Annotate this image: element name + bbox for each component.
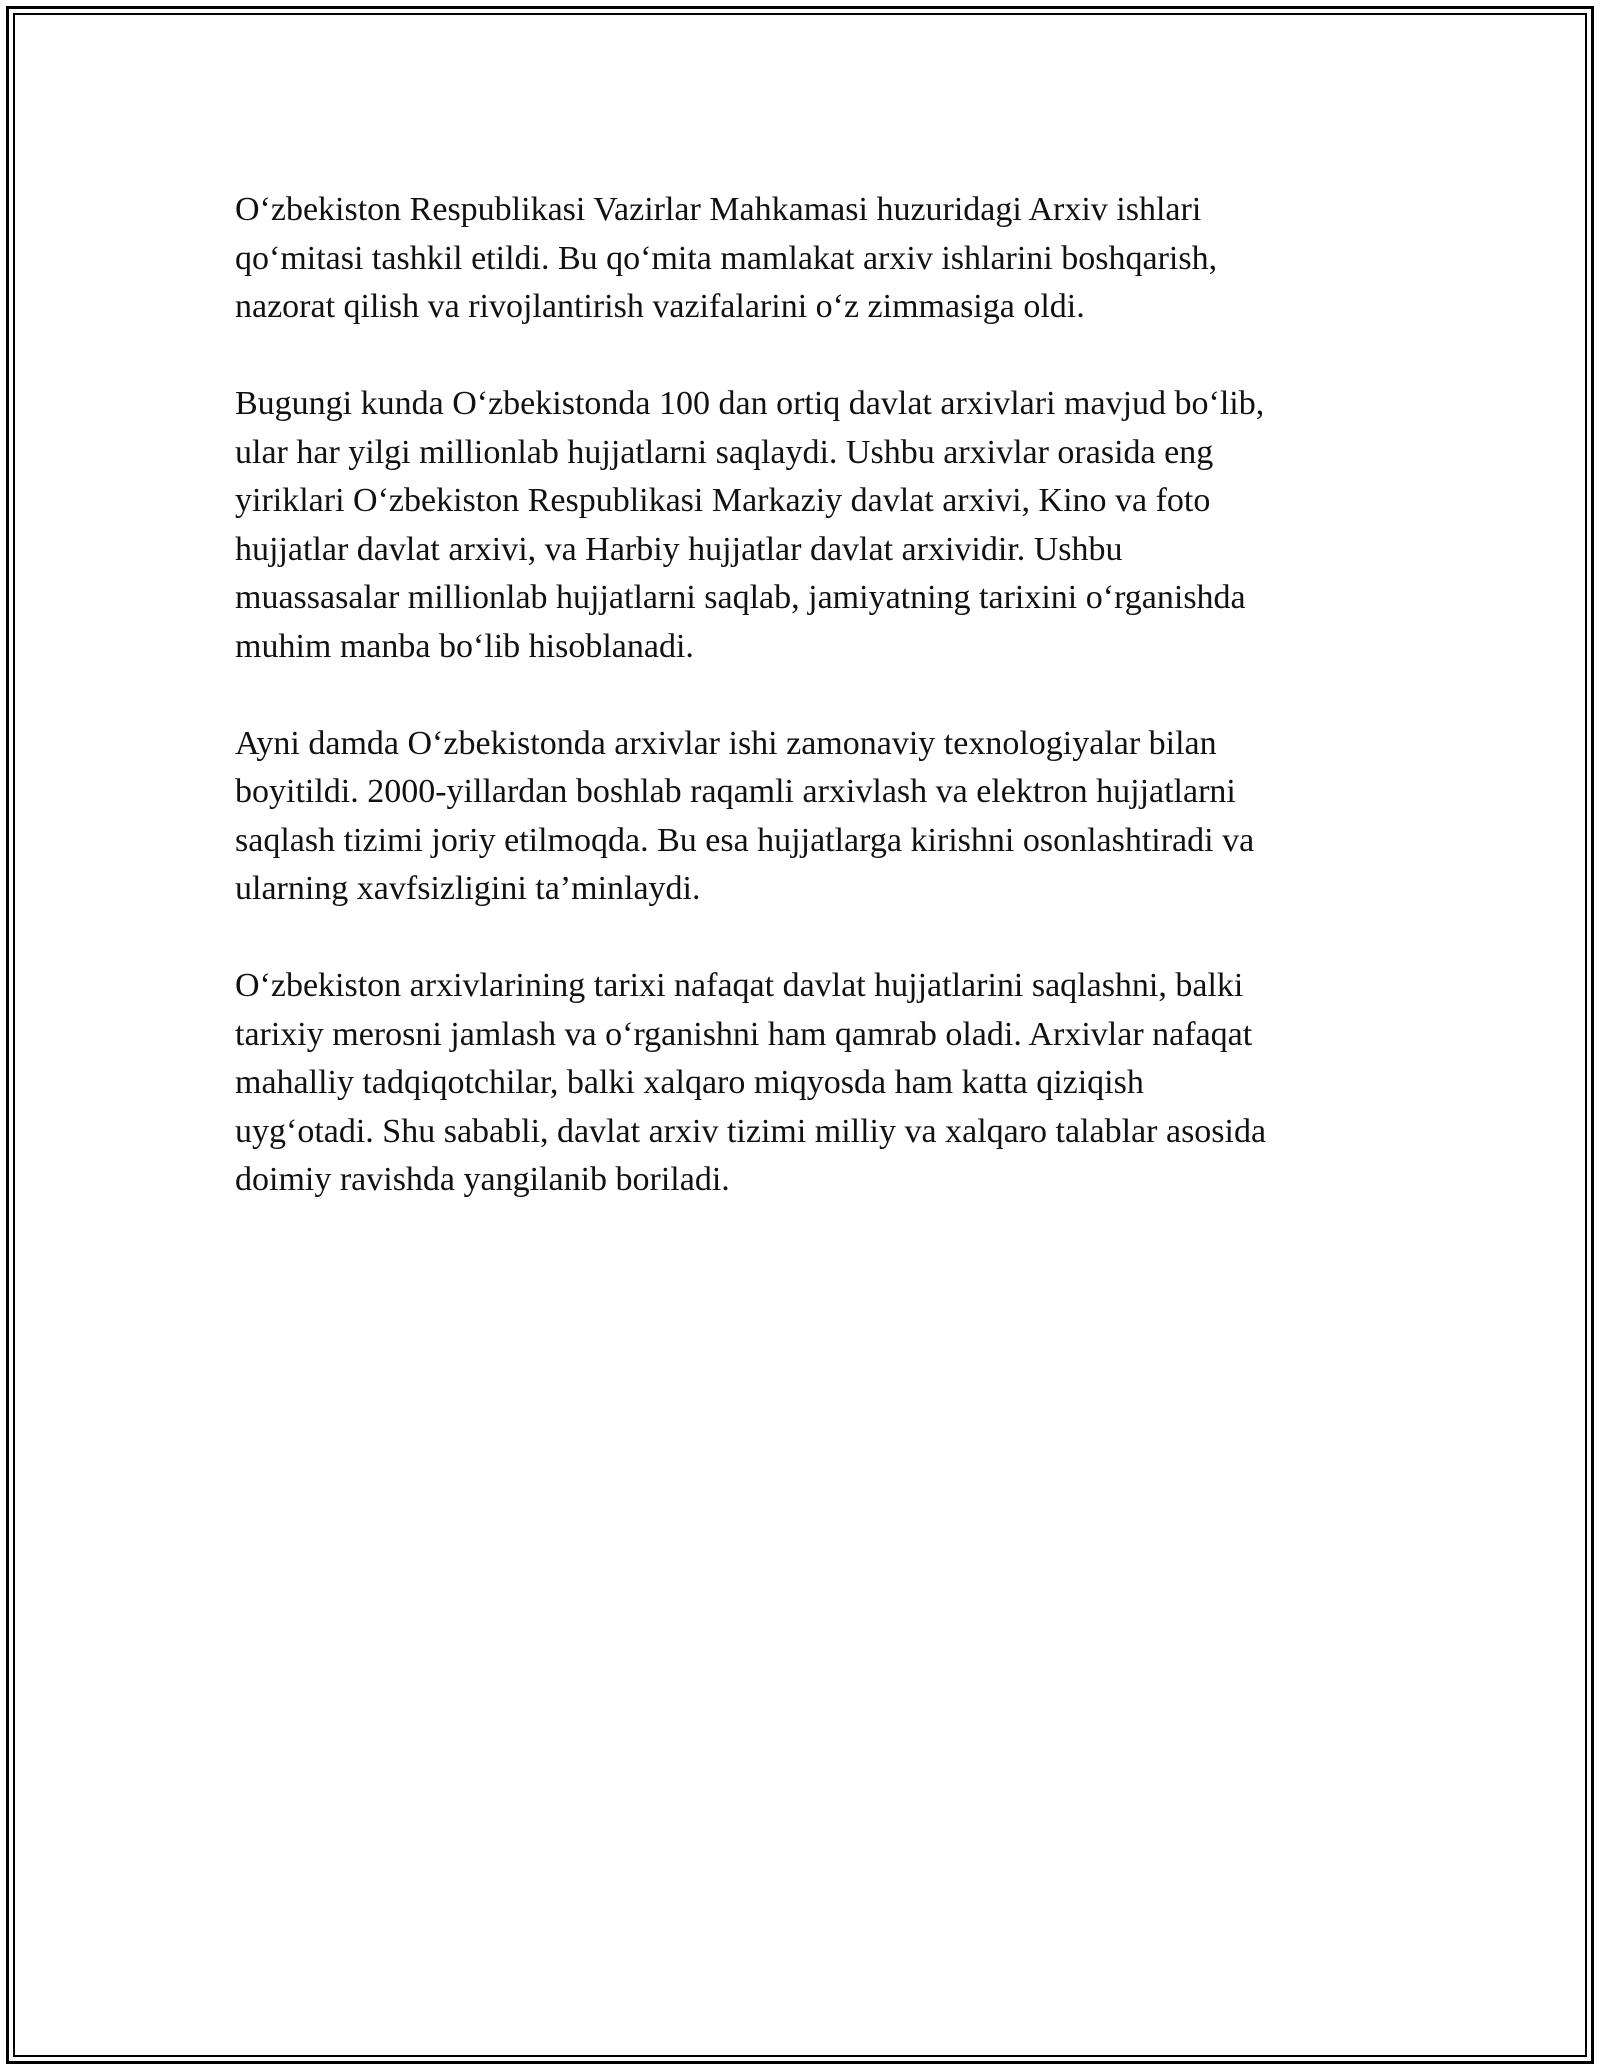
paragraph-1 (235, 186, 1365, 332)
text-line: boyitildi. 2000-yillardan boshlab raqamli arxivlash va elektron hujjatlarni (235, 773, 1236, 810)
text-line: O‘zbekiston Respublikasi Vazirlar Mahkamasi huzuridagi Arxiv ishlari (235, 191, 1202, 228)
text-line: nazorat qilish va rivojlantirish vazifalarini o‘z zimmasiga oldi. (235, 288, 1085, 325)
text-line: ular har yilgi millionlab hujjatlarni saqlaydi. Ushbu arxivlar orasida eng (235, 433, 1214, 471)
text-line: O‘zbekiston arxivlarining tarixi nafaqat davlat hujjatlarini saqlashni, balki (235, 967, 1244, 1004)
text-line: yiriklari O‘zbekiston Respublikasi Markaziy davlat arxivi, Kino va foto (235, 482, 1211, 519)
text-line: Bugungi kunda O‘zbekistonda 100 dan ortiq davlat arxivlari mavjud bo‘lib, (235, 385, 1265, 422)
text-line: qo‘mitasi tashkil etildi. Bu qo‘mita mamlakat arxiv ishlarini boshqarish, (235, 239, 1218, 277)
paragraph-3 (235, 720, 1365, 914)
text-line: Ayni damda O‘zbekistonda arxivlar ishi zamonaviy texnologiyalar bilan (235, 724, 1217, 762)
text-line: muassasalar millionlab hujjatlarni saqlab, jamiyatning tarixini o‘rganishda (235, 579, 1246, 616)
text-line: tarixiy merosni jamlash va o‘rganishni ham qamrab oladi. Arxivlar nafaqat (235, 1015, 1253, 1053)
document-body (235, 186, 1365, 1253)
text-line: mahalliy tadqiqotchilar, balki xalqaro miqyosda ham katta qiziqish (235, 1064, 1144, 1101)
text-line: uyg‘otadi. Shu sababli, davlat arxiv tizimi milliy va xalqaro talablar asosida (235, 1112, 1267, 1150)
text-line: saqlash tizimi joriy etilmoqda. Bu esa hujjatlarga kirishni osonlashtiradi va (235, 821, 1255, 859)
text-line: muhim manba bo‘lib hisoblanadi. (235, 627, 694, 665)
text-line: doimiy ravishda yangilanib boriladi. (235, 1161, 730, 1198)
text-line: ularning xavfsizligini ta’minlaydi. (235, 870, 701, 907)
paragraph-4 (235, 962, 1365, 1205)
paragraph-2 (235, 380, 1365, 671)
text-line: hujjatlar davlat arxivi, va Harbiy hujjatlar davlat arxividir. Ushbu (235, 530, 1123, 568)
